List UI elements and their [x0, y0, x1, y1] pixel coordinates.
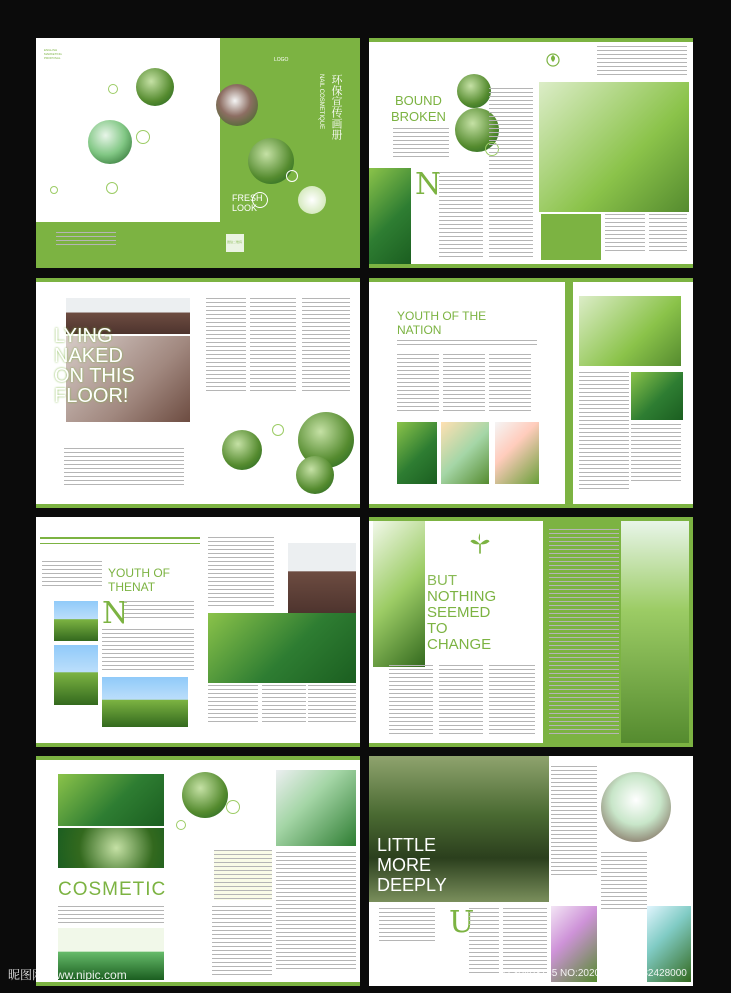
tea-leaves-photo — [621, 521, 689, 743]
change-title: CHANGE — [427, 636, 492, 653]
page-2-right — [369, 278, 693, 508]
lying-title: LYING — [54, 325, 113, 347]
thenat-title: THENAT — [108, 580, 156, 594]
page-2-left — [36, 278, 360, 508]
soil-sprout-circle — [601, 772, 671, 842]
broken-title: BROKEN — [391, 109, 446, 124]
page-3-right — [369, 517, 693, 747]
english-label: ENGLISH — [44, 48, 58, 52]
vertical-title-cn: 环保宣传画册 — [330, 74, 342, 140]
water-drop-photo — [539, 82, 689, 212]
spread-3 — [36, 517, 693, 747]
page-3-left — [36, 517, 360, 747]
fresh-label: FRESH — [232, 193, 263, 203]
marketing-label: MARKETING — [44, 52, 62, 56]
but-title: BUT — [427, 572, 457, 589]
tea-leaf-photo — [631, 372, 683, 420]
hands-globe-photo — [495, 422, 539, 484]
tree-field-photo — [54, 601, 98, 641]
to-title: TO — [427, 620, 448, 637]
floor-title: FLOOR! — [54, 385, 129, 407]
watermark-id: ID:30403135 NO:20200611114432428000 — [500, 968, 687, 979]
meadow-photo — [102, 677, 188, 727]
leaf-logo-icon — [298, 186, 326, 214]
plant-photo-1 — [397, 422, 437, 484]
recycle-leaf-icon — [545, 52, 561, 68]
nothing-title: NOTHING — [427, 588, 497, 605]
globe-circle — [88, 120, 132, 164]
dropcap-n-2: N — [102, 596, 129, 631]
little-title: LITTLE — [377, 835, 437, 855]
proposal-label: PROPOSAL — [44, 56, 61, 60]
cosmetic-title: COSMETIC — [58, 879, 167, 900]
globe-hands-circle — [222, 430, 262, 470]
moss-circle — [296, 456, 334, 494]
glass-globe-circle — [182, 772, 228, 818]
bound-title: BOUND — [395, 93, 442, 108]
lone-tree-photo — [54, 645, 98, 705]
tea-sprout-photo — [373, 521, 425, 667]
page-1-left — [36, 38, 360, 268]
pots-photo — [288, 543, 356, 613]
look-label: LOOK — [232, 203, 258, 213]
hands-plant-photo — [58, 774, 164, 826]
watermark-site: 昵图网 www.nipic.com — [8, 968, 127, 982]
spread-1 — [36, 38, 693, 268]
page-4-left — [36, 756, 360, 986]
naked-title: NAKED — [54, 345, 123, 367]
dropcap-n: N — [415, 167, 442, 202]
page-1-right — [369, 38, 693, 268]
vertical-title-en: NAIL COSMETIQUE — [318, 74, 324, 130]
seemed-title: SEEMED — [427, 604, 491, 621]
deeply-title: DEEPLY — [377, 875, 447, 895]
spread-2 — [36, 278, 693, 508]
forest-photo — [208, 613, 356, 683]
fern-photo — [276, 770, 356, 846]
spread-4 — [36, 756, 693, 986]
more-title: MORE — [377, 855, 431, 875]
green-leaf-photo — [579, 296, 681, 366]
qr-code-badge: 微信二维码 — [227, 240, 243, 244]
hands-circle — [216, 84, 258, 126]
nation-title: NATION — [397, 323, 442, 337]
youth-of-title: YOUTH OF — [108, 566, 170, 580]
grass-circle — [136, 68, 174, 106]
youth-title-1: YOUTH OF THE — [397, 309, 487, 323]
page-4-right — [369, 756, 693, 986]
leaf-photo — [369, 168, 411, 264]
tree-logo-icon — [469, 533, 491, 555]
logo-text: LOGO — [274, 57, 289, 63]
dropcap-u: U — [449, 905, 475, 940]
on-this-title: ON THIS — [54, 365, 135, 387]
hands-sprout-photo — [441, 422, 489, 484]
globe-photo — [58, 828, 164, 868]
sprout-circle — [457, 74, 491, 108]
